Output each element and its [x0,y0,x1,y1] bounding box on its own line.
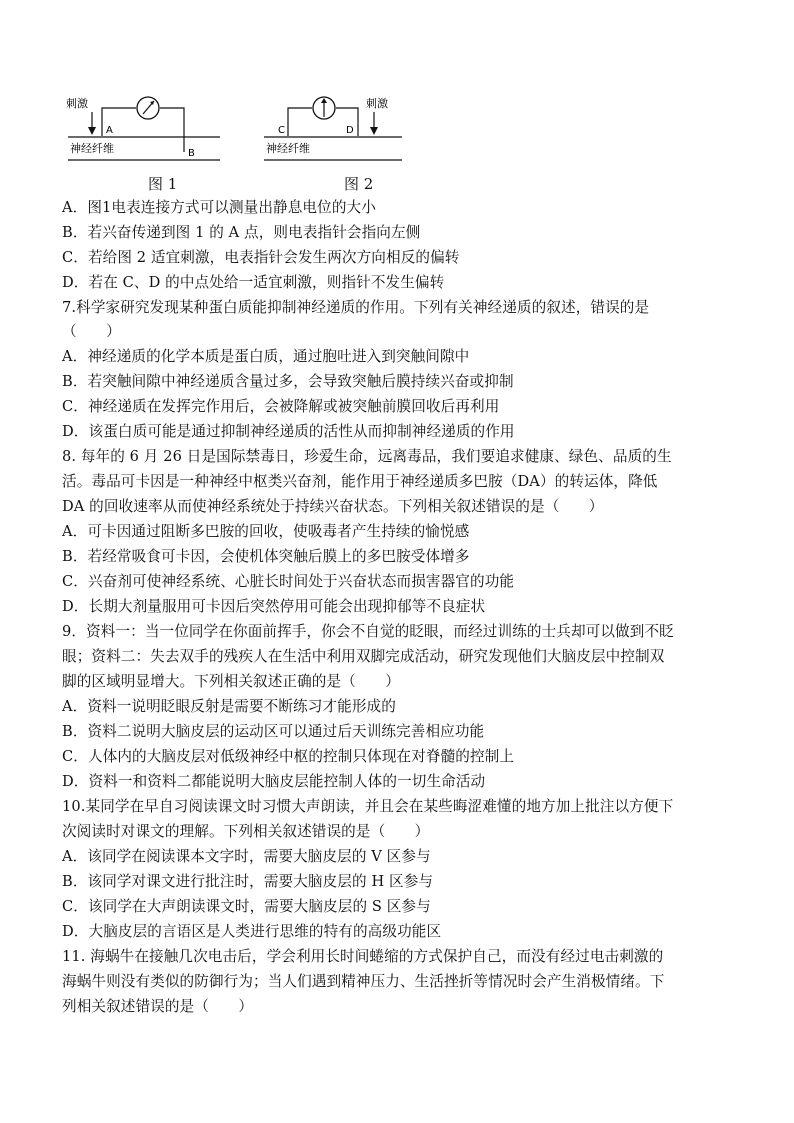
fig1-wire-right [160,108,184,152]
q9-option-b: B．资料二说明大脑皮层的运动区可以通过后天训练完善相应功能 [62,723,485,740]
q6-option-b: B．若兴奋传递到图 1 的 A 点，则电表指针会指向左侧 [62,224,421,241]
fig1-fiber-label: 神经纤维 [70,142,114,155]
q10-option-a: A．该同学在阅读课本文字时，需要大脑皮层的 V 区参与 [62,848,431,865]
q11-stem-1: 11. 海蜗牛在接触几次电击后，学会利用长时间蜷缩的方式保护自己，而没有经过电击刺激的 [62,948,664,965]
q6-option-d: D．若在 C、D 的中点处给一适宜刺激，则指针不发生偏转 [62,274,445,291]
q7-blank: （ ） [62,323,121,340]
q8-option-d: D．长期大剂量服用可卡因后突然停用可能会出现抑郁等不良症状 [62,598,486,615]
fig2-fiber-label: 神经纤维 [266,142,310,155]
q10-option-d: D．大脑皮层的言语区是人类进行思维的特有的高级功能区 [62,923,442,940]
fig1-stimulus-label: 刺激 [66,97,88,110]
q10-option-c: C．该同学在大声朗读课文时，需要大脑皮层的 S 区参与 [62,898,431,915]
q9-option-c: C．人体内的大脑皮层对低级神经中枢的控制只体现在对脊髓的控制上 [62,748,515,765]
q10-option-b: B．该同学对课文进行批注时，需要大脑皮层的 H 区参与 [62,873,434,890]
q11-stem-2: 海蜗牛则没有类似的防御行为；当人们遇到精神压力、生活挫折等情况时会产生消极情绪。下 [62,973,665,990]
fig1-point-a: A [106,125,113,136]
fig2-arrowhead-icon [370,127,378,135]
fig2-point-c: C [278,125,285,136]
fig1-arrowhead-icon [88,127,96,135]
fig2-wire-left [288,108,312,136]
q7-stem: 7.科学家研究发现某种蛋白质能抑制神经递质的作用。下列有关神经递质的叙述，错误的是 [62,299,650,316]
q7-option-a: A．神经递质的化学本质是蛋白质，通过胞吐进入到突触间隙中 [62,348,470,365]
q9-stem-3: 脚的区域明显增大。下列相关叙述正确的是（ ） [62,673,400,690]
fig2-point-d: D [346,125,354,136]
galvanometer-icon [313,97,335,119]
q9-stem-1: 9．资料一：当一位同学在你面前挥手，你会不自觉的眨眼，而经过训练的士兵却可以做到不眨 [62,623,674,640]
figure-1-caption: 图 1 [148,175,178,193]
galvanometer-icon [137,97,159,119]
q8-option-c: C．兴奋剂可使神经系统、心脏长时间处于兴奋状态而损害器官的功能 [62,573,515,590]
q7-option-b: B．若突触间隙中神经递质含量过多，会导致突触后膜持续兴奋或抑制 [62,373,514,390]
figure-1 [64,90,224,165]
q8-stem-3: DA 的回收速率从而使神经系统处于持续兴奋状态。下列相关叙述错误的是（ ） [62,498,604,515]
q9-stem-2: 眼；资料二：失去双手的残疾人在生活中利用双脚完成活动，研究发现他们大脑皮层中控制双 [62,648,665,665]
q9-option-a: A．资料一说明眨眼反射是需要不断练习才能形成的 [62,698,396,715]
q6-option-a: A．图1电表连接方式可以测量出静息电位的大小 [62,199,376,216]
figure-2-caption: 图 2 [344,175,374,193]
q8-stem-2: 活。毒品可卡因是一种神经中枢类兴奋剂，能作用于神经递质多巴胺（DA）的转运体，降低 [62,473,658,490]
fig2-stimulus-label: 刺激 [366,97,388,110]
q8-option-a: A．可卡因通过阻断多巴胺的回收，使吸毒者产生持续的愉悦感 [62,523,470,540]
q10-stem-1: 10.某同学在早自习阅读课文时习惯大声朗读，并且会在某些晦涩难懂的地方加上批注以方便下 [62,798,674,815]
q6-option-c: C．若给图 2 适宜刺激，电表指针会发生两次方向相反的偏转 [62,249,460,266]
q8-option-b: B．若经常吸食可卡因，会使机体突触后膜上的多巴胺受体增多 [62,548,470,565]
figure-2 [262,90,412,165]
q7-option-c: C．神经递质在发挥完作用后，会被降解或被突触前膜回收后再利用 [62,398,500,415]
q11-stem-3: 列相关叙述错误的是（ ） [62,998,254,1015]
fig1-point-b: B [188,148,195,159]
q8-stem-1: 8. 每年的 6 月 26 日是国际禁毒日，珍爱生命，远离毒品，我们要追求健康、绿色、品质的生 [62,448,672,465]
q9-option-d: D．资料一和资料二都能说明大脑皮层能控制人体的一切生命活动 [62,773,486,790]
q7-option-d: D．该蛋白质可能是通过抑制神经递质的活性从而抑制神经递质的作用 [62,423,515,440]
q10-stem-2: 次阅读时对课文的理解。下列相关叙述错误的是（ ） [62,823,430,840]
